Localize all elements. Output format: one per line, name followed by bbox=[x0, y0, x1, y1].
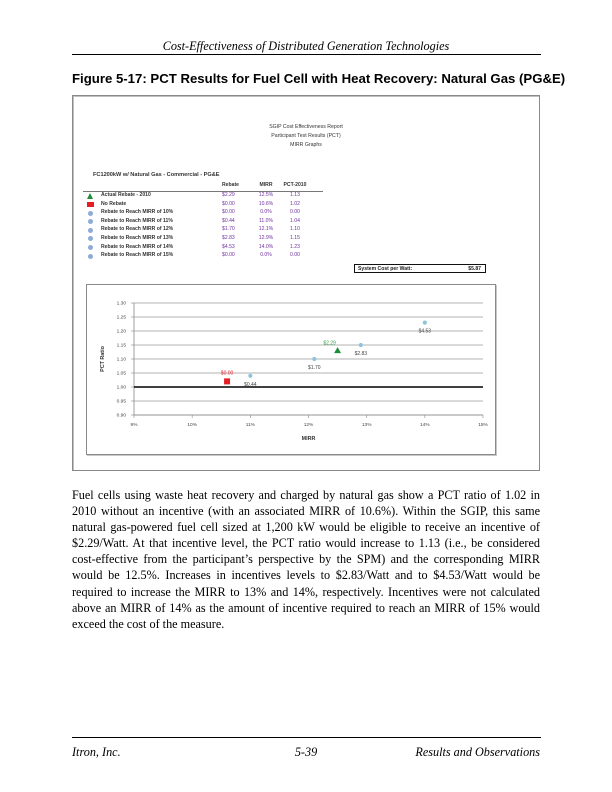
rebate-value: $0.44 bbox=[222, 217, 235, 224]
point-label: $4.53 bbox=[418, 328, 432, 335]
column-header-pct: PCT-2010 bbox=[283, 182, 307, 188]
page-number: 5-39 bbox=[294, 745, 318, 759]
table-header bbox=[83, 182, 323, 192]
table-row bbox=[83, 244, 323, 253]
x-tick-label: 14% bbox=[420, 423, 430, 428]
pct-value: 1.13 bbox=[290, 192, 300, 198]
report-subtitle: Participant Test Results (PCT) bbox=[271, 133, 341, 139]
y-axis-title: PCT Ratio bbox=[100, 346, 106, 372]
figure-frame bbox=[72, 95, 540, 471]
rebate-value: $2.29 bbox=[222, 192, 235, 198]
rebate-value: $4.53 bbox=[222, 243, 235, 250]
footer-rule bbox=[72, 737, 541, 738]
point-label: $2.83 bbox=[354, 351, 368, 357]
y-tick-label: 0.90 bbox=[116, 413, 126, 419]
row-label: Rebate to Reach MIRR of 13% bbox=[101, 234, 174, 241]
pct-value: 0.00 bbox=[290, 209, 300, 216]
y-tick-label: 0.95 bbox=[116, 399, 126, 405]
x-tick-label: 12% bbox=[303, 423, 314, 428]
table-row bbox=[83, 209, 323, 218]
green-triangle-icon bbox=[87, 193, 93, 199]
mirr-value: 12.5% bbox=[258, 192, 274, 198]
pct-value: 1.04 bbox=[290, 217, 300, 224]
row-label: No Rebate bbox=[101, 200, 127, 207]
rebate-value: $0.00 bbox=[222, 252, 235, 259]
red-square-icon bbox=[87, 202, 94, 207]
circle-marker bbox=[423, 321, 427, 325]
y-tick-label: 1.15 bbox=[116, 343, 126, 349]
rebate-value: $2.83 bbox=[222, 234, 235, 241]
blue-circle-icon bbox=[88, 236, 93, 241]
circle-marker bbox=[312, 357, 316, 361]
pct-value: 1.15 bbox=[290, 234, 300, 241]
x-tick-label: 10% bbox=[187, 423, 197, 428]
rebate-value: $0.00 bbox=[222, 209, 235, 216]
table-row bbox=[83, 235, 323, 244]
row-label: Rebate to Reach MIRR of 14% bbox=[101, 243, 174, 250]
point-label: $2.29 bbox=[323, 340, 336, 347]
rebate-value: $0.00 bbox=[222, 200, 235, 207]
square-marker bbox=[224, 378, 230, 384]
point-label: $1.70 bbox=[308, 365, 321, 371]
row-label: Actual Rebate - 2010 bbox=[101, 192, 151, 198]
system-cost-value: $5.87 bbox=[468, 266, 481, 272]
mirr-value: 11.0% bbox=[258, 217, 274, 224]
table-row bbox=[83, 201, 323, 210]
mirr-value: 0.0% bbox=[260, 252, 272, 259]
system-cost-label: System Cost per Watt: bbox=[358, 266, 413, 272]
pct-value: 1.23 bbox=[290, 243, 300, 250]
chart-canvas bbox=[87, 285, 497, 456]
triangle-marker bbox=[334, 347, 341, 353]
mirr-value: 12.9% bbox=[258, 234, 274, 241]
results-table bbox=[83, 182, 323, 261]
mirr-value: 10.6% bbox=[258, 200, 274, 207]
running-header: Cost-Effectiveness of Distributed Generation Technologies bbox=[162, 39, 450, 53]
y-tick-label: 1.20 bbox=[116, 329, 126, 335]
y-tick-label: 1.10 bbox=[116, 357, 126, 363]
rebate-value: $1.70 bbox=[222, 226, 235, 233]
row-label: Rebate to Reach MIRR of 15% bbox=[101, 252, 174, 259]
blue-circle-icon bbox=[88, 211, 93, 216]
y-tick-label: 1.25 bbox=[116, 315, 126, 321]
x-axis-title: MIRR bbox=[301, 436, 316, 442]
column-header-rebate: Rebate bbox=[222, 182, 239, 188]
y-tick-label: 1.05 bbox=[116, 371, 126, 377]
point-label: $0.00 bbox=[220, 370, 234, 377]
mirr-value: 12.1% bbox=[258, 226, 274, 233]
table-row bbox=[83, 218, 323, 227]
row-label: Rebate to Reach MIRR of 11% bbox=[101, 217, 173, 224]
x-tick-label: 11% bbox=[245, 423, 255, 428]
x-tick-label: 9% bbox=[130, 423, 138, 428]
footer-left: Itron, Inc. bbox=[72, 745, 121, 759]
x-tick-label: 13% bbox=[361, 423, 372, 428]
row-label: Rebate to Reach MIRR of 10% bbox=[101, 209, 174, 216]
row-label: Rebate to Reach MIRR of 12% bbox=[101, 226, 174, 233]
circle-marker bbox=[359, 343, 363, 347]
blue-circle-icon bbox=[88, 219, 93, 224]
column-header-mirr: MIRR bbox=[259, 182, 273, 188]
blue-circle-icon bbox=[88, 228, 93, 233]
series-title: FC1200kW w/ Natural Gas - Commercial - PG&E bbox=[93, 172, 220, 178]
scatter-chart bbox=[86, 284, 496, 455]
pct-value: 0.00 bbox=[290, 252, 300, 259]
blue-circle-icon bbox=[88, 245, 93, 250]
system-cost-box bbox=[354, 264, 486, 273]
mirr-value: 0.0% bbox=[260, 209, 272, 216]
figure-caption: Figure 5-17: PCT Results for Fuel Cell with Heat Recovery: Natural Gas (PG&E) bbox=[72, 71, 566, 86]
mirr-value: 14.0% bbox=[258, 243, 274, 250]
table-row bbox=[83, 226, 323, 235]
footer-right: Results and Observations bbox=[415, 745, 540, 759]
blue-circle-icon bbox=[88, 254, 93, 259]
report-title: SGIP Cost Effectiveness Report bbox=[269, 124, 343, 130]
pct-value: 1.02 bbox=[290, 200, 300, 207]
table-row bbox=[83, 192, 323, 201]
point-label: $0.44 bbox=[244, 381, 257, 388]
header-rule bbox=[72, 54, 541, 55]
y-tick-label: 1.30 bbox=[116, 301, 126, 307]
circle-marker bbox=[248, 374, 252, 378]
y-tick-label: 1.00 bbox=[116, 385, 126, 391]
table-row bbox=[83, 252, 323, 261]
x-tick-label: 15% bbox=[478, 423, 488, 428]
report-subtitle-2: MIRR Graphs bbox=[290, 142, 322, 148]
body-paragraph: Fuel cells using waste heat recovery and charged by natural gas show a PCT ratio of 1.02 in 2010 without an incentive (with an associated MIRR of 10.6%). Within the SGIP, this same natural gas-powered fuel cell sized at 1,200 kW would be eligible to receive an incentive of $2.29/Watt. At that incentive level, the PCT ratio would increase to 1.13 (i.e., be considered cost-effective from the participant’s perspective by the SPM) and the corresponding MIRR would be 12.5%. Increases in incentives levels to $2.83/Watt and to $4.53/Watt would be required to increase the MIRR to 13% and 14%, respectively. Incentives were not calculated above an MIRR of 14% as the amount of incentive required to reach an MIRR of 15% would exceed the cost of the measure. bbox=[72, 488, 540, 631]
pct-value: 1.10 bbox=[290, 226, 300, 233]
